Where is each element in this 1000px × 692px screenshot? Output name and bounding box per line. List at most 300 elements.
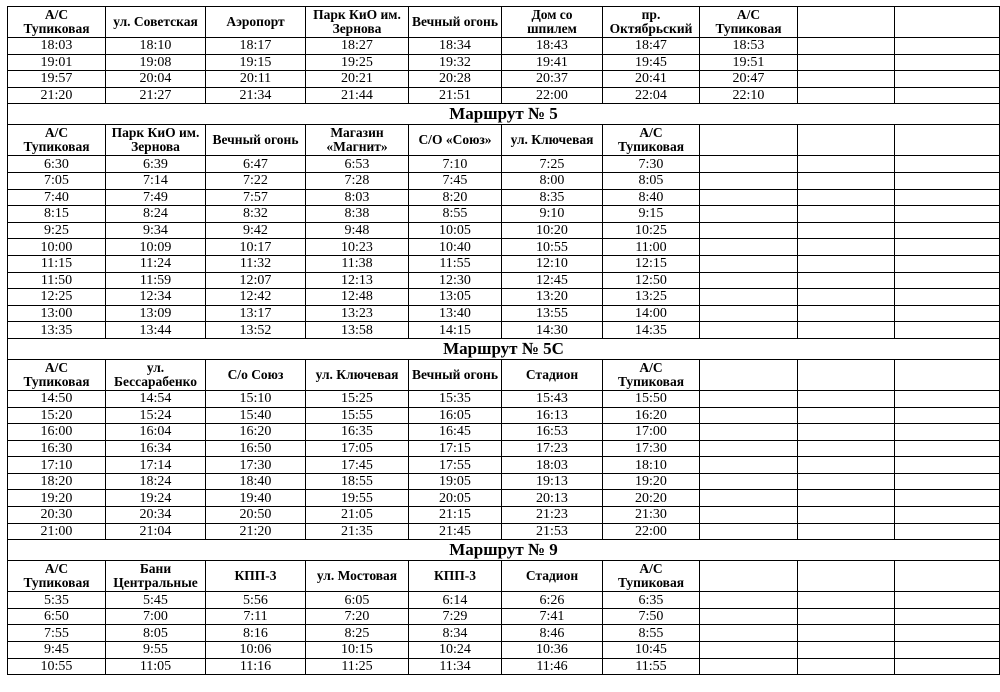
time-cell: 11:46 <box>502 658 603 675</box>
time-cell: 18:43 <box>502 38 603 55</box>
time-cell: 8:24 <box>106 206 206 223</box>
time-cell: 11:15 <box>8 255 106 272</box>
time-cell: 9:34 <box>106 222 206 239</box>
time-cell: 15:40 <box>206 407 306 424</box>
stop-header <box>206 359 306 390</box>
time-cell: 17:55 <box>409 457 502 474</box>
empty-cell <box>895 172 1000 189</box>
time-cell: 10:23 <box>306 239 409 256</box>
empty-cell <box>895 87 1000 104</box>
stop-header-line: Вечный огонь <box>412 366 498 382</box>
time-cell: 6:47 <box>206 156 306 173</box>
time-cell: 7:40 <box>8 189 106 206</box>
time-cell: 21:30 <box>603 507 700 524</box>
route-title: Маршрут № 5С <box>8 338 1000 359</box>
empty-cell <box>798 440 895 457</box>
empty-cell <box>895 407 1000 424</box>
empty-cell <box>700 424 798 441</box>
time-cell: 19:40 <box>206 490 306 507</box>
empty-cell <box>700 625 798 642</box>
stop-header-line: Вечный огонь <box>212 132 299 148</box>
time-cell: 12:07 <box>206 272 306 289</box>
time-cell: 19:15 <box>206 54 306 71</box>
time-cell: 11:25 <box>306 658 409 675</box>
time-cell: 20:47 <box>700 71 798 88</box>
table-row <box>8 305 1000 322</box>
empty-cell <box>700 457 798 474</box>
time-cell: 21:51 <box>409 87 502 104</box>
time-cell: 5:45 <box>106 592 206 609</box>
empty-cell <box>700 507 798 524</box>
table-row <box>8 322 1000 339</box>
time-cell: 16:53 <box>502 424 603 441</box>
time-cell: 14:00 <box>603 305 700 322</box>
time-cell: 16:30 <box>8 440 106 457</box>
empty-cell <box>895 507 1000 524</box>
stop-header-row <box>8 359 1000 390</box>
time-cell: 12:10 <box>502 255 603 272</box>
time-cell: 21:20 <box>206 523 306 540</box>
time-cell: 11:55 <box>603 658 700 675</box>
time-cell: 10:05 <box>409 222 502 239</box>
stop-header-line: Бани <box>139 561 172 577</box>
table-row <box>8 239 1000 256</box>
time-cell: 8:55 <box>603 625 700 642</box>
time-cell: 6:39 <box>106 156 206 173</box>
time-cell: 5:35 <box>8 592 106 609</box>
time-cell: 12:13 <box>306 272 409 289</box>
time-cell: 16:35 <box>306 424 409 441</box>
stop-header <box>306 125 409 156</box>
time-cell: 11:05 <box>106 658 206 675</box>
stop-header <box>603 359 700 390</box>
empty-cell <box>895 473 1000 490</box>
time-cell: 17:10 <box>8 457 106 474</box>
table-row <box>8 222 1000 239</box>
stop-header <box>8 125 106 156</box>
empty-cell <box>798 457 895 474</box>
table-row <box>8 457 1000 474</box>
stop-header-line: А/С <box>44 359 69 375</box>
stop-header-line: Стадион <box>525 568 579 584</box>
empty-cell <box>895 156 1000 173</box>
time-cell: 19:55 <box>306 490 409 507</box>
time-cell: 19:01 <box>8 54 106 71</box>
time-cell: 13:58 <box>306 322 409 339</box>
time-cell: 22:00 <box>502 87 603 104</box>
stop-header-line: А/С <box>44 7 69 22</box>
stop-header <box>502 561 603 592</box>
table-row <box>8 71 1000 88</box>
time-cell: 10:09 <box>106 239 206 256</box>
time-cell: 18:27 <box>306 38 409 55</box>
stop-header <box>409 561 502 592</box>
empty-cell <box>895 7 1000 38</box>
stop-header <box>700 7 798 38</box>
empty-cell <box>895 561 1000 592</box>
empty-cell <box>895 457 1000 474</box>
stop-header <box>206 7 306 38</box>
time-cell: 6:53 <box>306 156 409 173</box>
time-cell: 10:40 <box>409 239 502 256</box>
stop-header-line: А/С <box>639 125 663 141</box>
stop-header <box>8 7 106 38</box>
time-cell: 7:41 <box>502 608 603 625</box>
table-row <box>8 642 1000 659</box>
time-cell: 19:20 <box>603 473 700 490</box>
time-cell: 20:21 <box>306 71 409 88</box>
time-cell: 15:24 <box>106 407 206 424</box>
time-cell: 7:29 <box>409 608 502 625</box>
empty-cell <box>798 156 895 173</box>
stop-header-line: Бессарабенко <box>114 373 197 389</box>
time-cell: 10:00 <box>8 239 106 256</box>
stop-header <box>306 561 409 592</box>
time-cell: 8:16 <box>206 625 306 642</box>
empty-cell <box>895 490 1000 507</box>
time-cell: 14:50 <box>8 390 106 407</box>
time-cell: 18:17 <box>206 38 306 55</box>
time-cell: 6:14 <box>409 592 502 609</box>
empty-cell <box>798 189 895 206</box>
table-row <box>8 156 1000 173</box>
time-cell: 11:32 <box>206 255 306 272</box>
empty-cell <box>700 172 798 189</box>
empty-cell <box>895 322 1000 339</box>
stop-header <box>502 359 603 390</box>
stop-header <box>306 7 409 38</box>
time-cell: 11:34 <box>409 658 502 675</box>
time-cell: 8:25 <box>306 625 409 642</box>
time-cell: 19:05 <box>409 473 502 490</box>
time-cell: 19:25 <box>306 54 409 71</box>
stop-header <box>106 125 206 156</box>
time-cell: 10:25 <box>603 222 700 239</box>
time-cell: 21:23 <box>502 507 603 524</box>
time-cell: 15:10 <box>206 390 306 407</box>
time-cell: 20:34 <box>106 507 206 524</box>
time-cell: 7:50 <box>603 608 700 625</box>
table-row <box>8 272 1000 289</box>
empty-cell <box>895 71 1000 88</box>
stop-header-line: А/С <box>44 125 69 141</box>
time-cell: 21:53 <box>502 523 603 540</box>
table-row <box>8 407 1000 424</box>
stop-header-line: КПП-3 <box>234 568 277 584</box>
empty-cell <box>895 658 1000 675</box>
time-cell: 10:36 <box>502 642 603 659</box>
empty-cell <box>798 54 895 71</box>
table-row <box>8 189 1000 206</box>
stop-header-line: А/С <box>639 359 663 375</box>
time-cell: 12:15 <box>603 255 700 272</box>
time-cell: 11:50 <box>8 272 106 289</box>
empty-cell <box>798 7 895 38</box>
time-cell: 17:05 <box>306 440 409 457</box>
stop-header <box>106 359 206 390</box>
time-cell: 13:52 <box>206 322 306 339</box>
empty-cell <box>798 272 895 289</box>
time-cell: 15:25 <box>306 390 409 407</box>
empty-cell <box>895 359 1000 390</box>
empty-cell <box>895 523 1000 540</box>
time-cell: 5:56 <box>206 592 306 609</box>
time-cell: 19:13 <box>502 473 603 490</box>
stop-header-line: А/С <box>639 561 663 577</box>
stop-header-line: «Магнит» <box>326 139 388 155</box>
time-cell: 13:00 <box>8 305 106 322</box>
empty-cell <box>895 625 1000 642</box>
table-row <box>8 507 1000 524</box>
time-cell: 20:28 <box>409 71 502 88</box>
time-cell: 18:03 <box>502 457 603 474</box>
time-cell: 18:10 <box>603 457 700 474</box>
stop-header-line: ул. Ключевая <box>315 366 399 382</box>
empty-cell <box>895 440 1000 457</box>
stop-header <box>502 125 603 156</box>
time-cell: 8:38 <box>306 206 409 223</box>
time-cell: 13:20 <box>502 289 603 306</box>
stop-header-line: ул. Ключевая <box>510 132 594 148</box>
time-cell: 13:05 <box>409 289 502 306</box>
stop-header-line: КПП-3 <box>433 568 477 584</box>
bus-timetable <box>7 6 1000 675</box>
time-cell: 16:13 <box>502 407 603 424</box>
time-cell: 10:17 <box>206 239 306 256</box>
time-cell: 15:35 <box>409 390 502 407</box>
empty-cell <box>798 642 895 659</box>
time-cell: 20:13 <box>502 490 603 507</box>
table-row <box>8 206 1000 223</box>
stop-header <box>409 359 502 390</box>
time-cell: 10:55 <box>8 658 106 675</box>
time-cell: 20:30 <box>8 507 106 524</box>
stop-header-line: Тупиковая <box>23 575 90 591</box>
stop-header <box>306 359 409 390</box>
stop-header-line: С/о Союз <box>227 366 284 382</box>
empty-cell <box>798 255 895 272</box>
stop-header <box>8 359 106 390</box>
stop-header-row <box>8 561 1000 592</box>
time-cell: 19:08 <box>106 54 206 71</box>
time-cell: 9:55 <box>106 642 206 659</box>
time-cell: 18:24 <box>106 473 206 490</box>
stop-header-line: Центральные <box>113 575 198 591</box>
time-cell: 7:57 <box>206 189 306 206</box>
table-row <box>8 255 1000 272</box>
time-cell: 12:30 <box>409 272 502 289</box>
empty-cell <box>798 407 895 424</box>
table-row <box>8 658 1000 675</box>
table-row <box>8 424 1000 441</box>
time-cell: 18:53 <box>700 38 798 55</box>
time-cell: 6:50 <box>8 608 106 625</box>
empty-cell <box>895 239 1000 256</box>
time-cell: 8:00 <box>502 172 603 189</box>
stop-header-line: А/С <box>736 7 761 22</box>
time-cell: 20:50 <box>206 507 306 524</box>
time-cell: 18:34 <box>409 38 502 55</box>
time-cell: 8:20 <box>409 189 502 206</box>
empty-cell <box>700 289 798 306</box>
empty-cell <box>895 424 1000 441</box>
time-cell: 21:27 <box>106 87 206 104</box>
time-cell: 8:34 <box>409 625 502 642</box>
stop-header <box>603 561 700 592</box>
time-cell: 18:03 <box>8 38 106 55</box>
empty-cell <box>798 473 895 490</box>
time-cell: 16:05 <box>409 407 502 424</box>
time-cell: 11:59 <box>106 272 206 289</box>
empty-cell <box>700 561 798 592</box>
time-cell: 13:23 <box>306 305 409 322</box>
time-cell: 7:05 <box>8 172 106 189</box>
time-cell: 21:20 <box>8 87 106 104</box>
empty-cell <box>700 206 798 223</box>
time-cell: 8:15 <box>8 206 106 223</box>
stop-header-line: Зернова <box>332 21 382 36</box>
time-cell: 8:32 <box>206 206 306 223</box>
empty-cell <box>895 38 1000 55</box>
table-row <box>8 592 1000 609</box>
stop-header-line: ул. Мостовая <box>316 568 398 584</box>
empty-cell <box>798 71 895 88</box>
table-row <box>8 87 1000 104</box>
route-title: Маршрут № 5 <box>8 104 1000 125</box>
time-cell: 18:40 <box>206 473 306 490</box>
stop-header-line: ул. Советская <box>113 14 198 29</box>
empty-cell <box>700 272 798 289</box>
time-cell: 22:10 <box>700 87 798 104</box>
empty-cell <box>895 390 1000 407</box>
empty-cell <box>895 222 1000 239</box>
empty-cell <box>700 592 798 609</box>
table-row <box>8 289 1000 306</box>
time-cell: 15:43 <box>502 390 603 407</box>
time-cell: 15:20 <box>8 407 106 424</box>
time-cell: 9:25 <box>8 222 106 239</box>
time-cell: 20:37 <box>502 71 603 88</box>
time-cell: 7:20 <box>306 608 409 625</box>
time-cell: 7:30 <box>603 156 700 173</box>
time-cell: 9:15 <box>603 206 700 223</box>
empty-cell <box>798 87 895 104</box>
time-cell: 7:22 <box>206 172 306 189</box>
time-cell: 21:00 <box>8 523 106 540</box>
time-cell: 12:34 <box>106 289 206 306</box>
stop-header-line: А/С <box>44 561 69 577</box>
time-cell: 6:26 <box>502 592 603 609</box>
empty-cell <box>798 608 895 625</box>
time-cell: 9:10 <box>502 206 603 223</box>
time-cell: 10:06 <box>206 642 306 659</box>
time-cell: 6:05 <box>306 592 409 609</box>
empty-cell <box>700 473 798 490</box>
time-cell: 10:20 <box>502 222 603 239</box>
table-row <box>8 608 1000 625</box>
time-cell: 16:20 <box>603 407 700 424</box>
time-cell: 16:34 <box>106 440 206 457</box>
stop-header-line: ул. <box>146 359 165 375</box>
table-row <box>8 473 1000 490</box>
stop-header <box>206 125 306 156</box>
empty-cell <box>798 125 895 156</box>
empty-cell <box>700 642 798 659</box>
time-cell: 12:50 <box>603 272 700 289</box>
time-cell: 21:04 <box>106 523 206 540</box>
empty-cell <box>700 239 798 256</box>
time-cell: 17:30 <box>603 440 700 457</box>
stop-header-line: Тупиковая <box>618 139 684 155</box>
stop-header <box>603 125 700 156</box>
route-title-row <box>8 540 1000 561</box>
time-cell: 20:20 <box>603 490 700 507</box>
time-cell: 8:05 <box>106 625 206 642</box>
empty-cell <box>700 608 798 625</box>
empty-cell <box>798 507 895 524</box>
stop-header-line: Парк КиО им. <box>111 125 200 141</box>
stop-header-line: Парк КиО им. <box>313 7 401 22</box>
empty-cell <box>700 490 798 507</box>
stop-header-line: Тупиковая <box>715 21 782 36</box>
empty-cell <box>895 608 1000 625</box>
time-cell: 7:11 <box>206 608 306 625</box>
time-cell: 7:45 <box>409 172 502 189</box>
time-cell: 17:15 <box>409 440 502 457</box>
time-cell: 8:35 <box>502 189 603 206</box>
empty-cell <box>700 390 798 407</box>
time-cell: 11:16 <box>206 658 306 675</box>
time-cell: 7:00 <box>106 608 206 625</box>
route-title-row <box>8 338 1000 359</box>
time-cell: 21:44 <box>306 87 409 104</box>
empty-cell <box>895 125 1000 156</box>
empty-cell <box>798 561 895 592</box>
stop-header-line: Зернова <box>131 139 180 155</box>
stop-header-line: Тупиковая <box>618 575 684 591</box>
empty-cell <box>895 189 1000 206</box>
time-cell: 14:54 <box>106 390 206 407</box>
empty-cell <box>798 206 895 223</box>
table-row <box>8 390 1000 407</box>
time-cell: 20:41 <box>603 71 700 88</box>
empty-cell <box>700 407 798 424</box>
time-cell: 7:10 <box>409 156 502 173</box>
time-cell: 18:20 <box>8 473 106 490</box>
empty-cell <box>895 54 1000 71</box>
empty-cell <box>798 305 895 322</box>
time-cell: 13:55 <box>502 305 603 322</box>
empty-cell <box>700 523 798 540</box>
time-cell: 14:15 <box>409 322 502 339</box>
time-cell: 12:45 <box>502 272 603 289</box>
stop-header-line: Тупиковая <box>23 373 90 389</box>
empty-cell <box>798 289 895 306</box>
empty-cell <box>798 592 895 609</box>
time-cell: 21:45 <box>409 523 502 540</box>
empty-cell <box>700 189 798 206</box>
time-cell: 15:55 <box>306 407 409 424</box>
time-cell: 13:09 <box>106 305 206 322</box>
stop-header <box>409 7 502 38</box>
time-cell: 20:04 <box>106 71 206 88</box>
time-cell: 7:14 <box>106 172 206 189</box>
stop-header-line: Октябрьский <box>609 21 693 36</box>
stop-header-row <box>8 7 1000 38</box>
time-cell: 19:45 <box>603 54 700 71</box>
time-cell: 11:38 <box>306 255 409 272</box>
time-cell: 19:20 <box>8 490 106 507</box>
